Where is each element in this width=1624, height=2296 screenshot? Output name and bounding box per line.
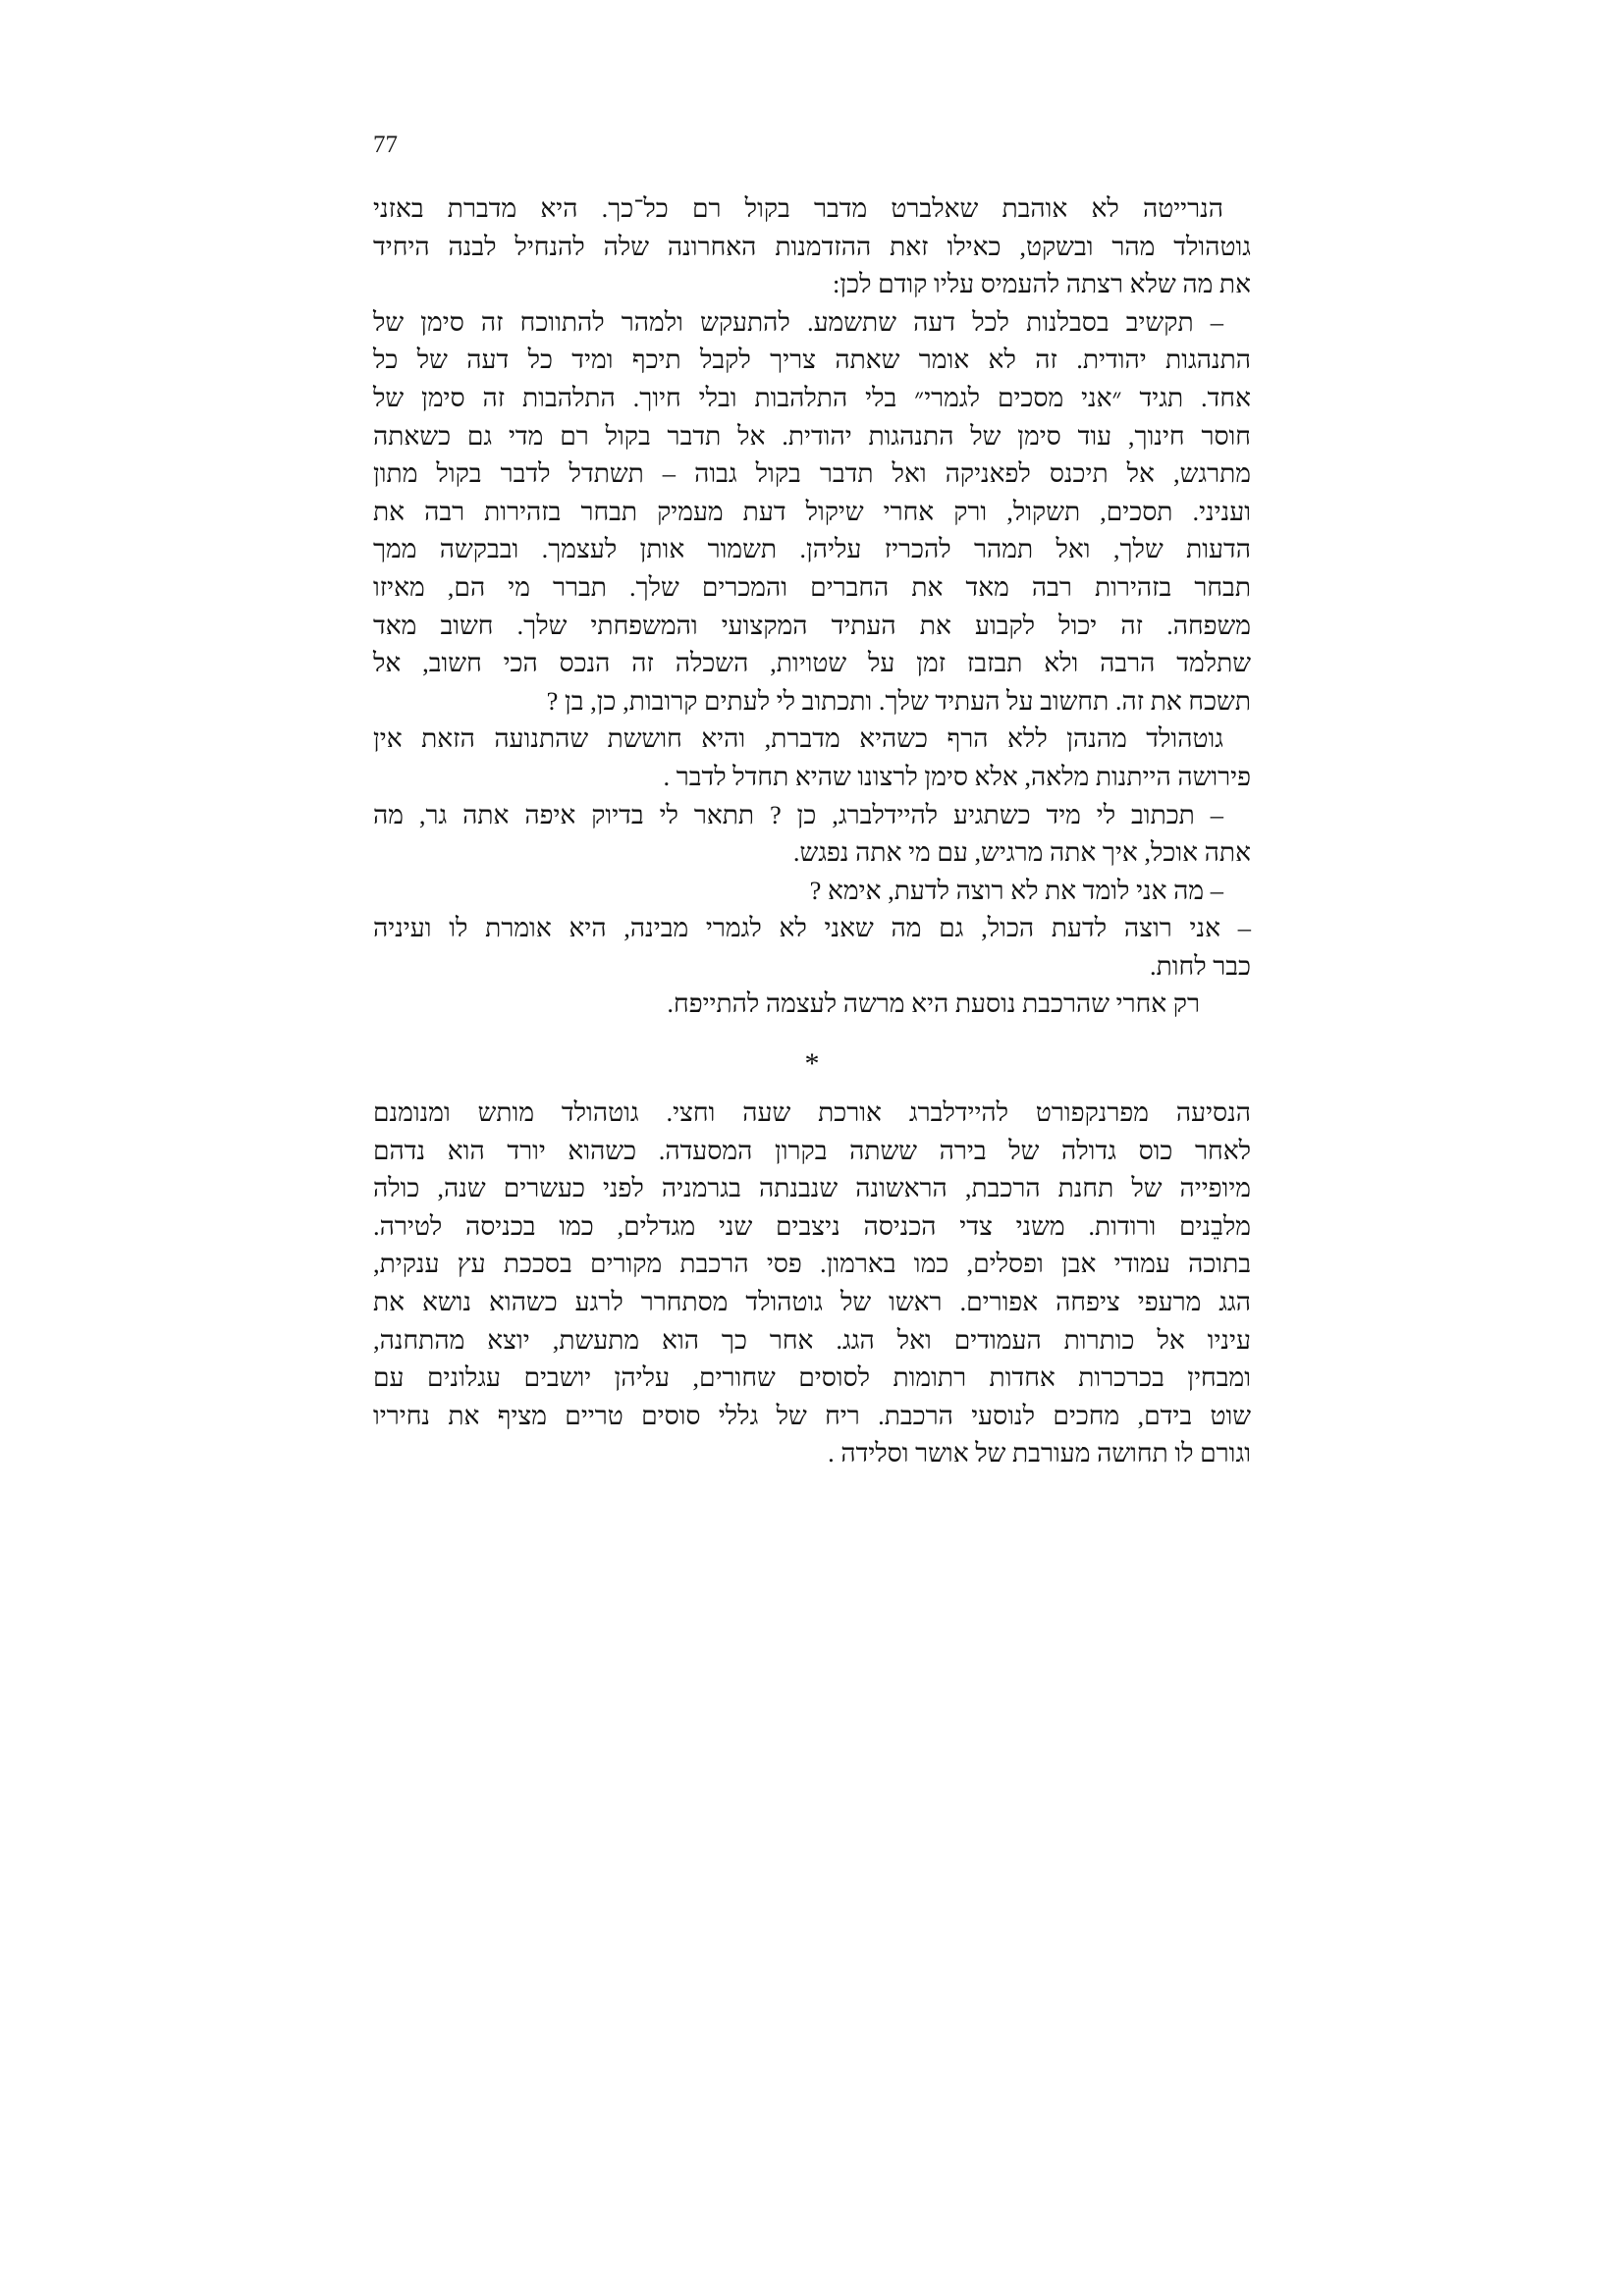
text-line: רק אחרי שהרכבת נוסעת היא מרשה לעצמה להתייפח. [667, 988, 1200, 1019]
text-line: – תכתוב לי מיד כשתגיע להיידלברג, כן ? תתאר לי בדיוק איפה אתה גר, מה [373, 799, 1223, 829]
text-line: – תקשיב בסבלנות לכל דעה שתשמע. להתעקש ולמהר להתווכח זה סימן של [373, 306, 1223, 337]
text-line: לאחר כוס גדולה של בירה ששתה בקרון המסעדה. כשהוא יורד הוא נדהם [373, 1135, 1251, 1165]
text-line: מלבֵנים ורודות. משני צדי הכניסה ניצבים שני מגדלים, כמו בכניסה לטירה. [373, 1210, 1251, 1241]
text-line: – אני רוצה לדעת הכול, גם מה שאני לא לגמרי מבינה, היא אומרת לו ועיניה [373, 913, 1251, 943]
text-line: אתה אוכל, איך אתה מרגיש, עם מי אתה נפגש. [792, 837, 1251, 868]
paragraph [373, 909, 1251, 985]
text-line: חוסר חינוך, עוד סימן של התנהגות יהודית. אל תדבר בקול רם מדי גם כשאתה [373, 420, 1251, 451]
text-line: בתוכה עמודי אבן ופסלים, כמו בארמון. פסי הרכבת מקורים בסככת עץ ענקית, [373, 1249, 1251, 1279]
text-line: ומבחין בכרכרות אחדות רתומות לסוסים שחורים, עליהן יושבים עגלונים עם [373, 1362, 1251, 1393]
text-line: ועניני. תסכים, תשקול, ורק אחרי שיקול דעת מעמיק תבחר בזהירות רבה את [373, 496, 1251, 526]
page-body [373, 189, 1251, 1472]
section-separator: * [804, 1047, 820, 1081]
text-line: מיופייה של תחנת הרכבת, הראשונה שנבנתה בגרמניה לפני כעשרים שנה, כולה [373, 1173, 1251, 1203]
text-line: – מה אני לומד את לא רוצה לדעת, אימא ? [809, 875, 1223, 905]
text-line: הנרייטה לא אוהבת שאלברט מדבר בקול רם כל־כך. היא מדברת באזני [373, 193, 1223, 223]
text-line: וגורם לו תחושה מעורבת של אושר וסלידה . [828, 1438, 1251, 1468]
paragraph [373, 720, 1251, 795]
paragraph [373, 796, 1251, 872]
text-line: הנסיעה מפרנקפורט להיידלברג אורכת שעה וחצי. גוטהולד מותש ומנומנם [373, 1097, 1251, 1128]
text-line: גוטהולד מהנהן ללא הרף כשהיא מדברת, והיא חוששת שהתנועה הזאת אין [373, 723, 1223, 754]
text-line: שתלמד הרבה ולא תבזבז זמן על שטויות, השכלה זה הנכס הכי חשוב, אל [373, 648, 1251, 678]
text-line: עיניו אל כותרות העמודים ואל הגג. אחר כך הוא מתעשת, יוצא מהתחנה, [373, 1324, 1251, 1355]
text-line: תבחר בזהירות רבה מאד את החברים והמכרים שלך. תברר מי הם, מאיזו [373, 571, 1251, 602]
text-line: משפחה. זה יכול לקבוע את העתיד המקצועי והמשפחתי שלך. חשוב מאד [373, 610, 1251, 640]
text-line: כבר לחות. [1149, 950, 1251, 981]
page-number: 77 [373, 132, 398, 158]
text-line: תשכח את זה. תחשוב על העתיד שלך. ותכתוב לי לעתים קרובות, כן, בן ? [546, 685, 1251, 716]
text-line: מתרגש, אל תיכנס לפאניקה ואל תדבר בקול גבוה – תשתדל לדבר בקול מתון [373, 458, 1251, 489]
text-line: אחד. תגיד ״אני מסכים לגמרי״ בלי התלהבות ובלי חיוך. התלהבות זה סימן של [373, 382, 1251, 412]
paragraph [373, 303, 1251, 721]
text-line: התנהגות יהודית. זה לא אומר שאתה צריך לקבל תיכף ומיד כל דעה של כל [373, 345, 1251, 375]
paragraph [373, 189, 1251, 303]
paragraph [373, 985, 1251, 1023]
paragraph [373, 1094, 1251, 1472]
text-line: שוט בידם, מחכים לנוסעי הרכבת. ריח של גללי סוסים טריים מציף את נחיריו [373, 1400, 1251, 1430]
text-line: את מה שלא רצתה להעמיס עליו קודם לכן: [833, 269, 1251, 299]
text-line: הדעות שלך, ואל תמהר להכריז עליהן. תשמור אותן לעצמך. ובבקשה ממך [373, 534, 1251, 564]
text-line: פירושה הייתנות מלאה, אלא סימן לרצונו שהיא תחדל לדבר . [663, 761, 1251, 791]
text-line: גוטהולד מהר ובשקט, כאילו זאת ההזדמנות האחרונה שלה להנחיל לבנה היחיד [373, 231, 1251, 261]
paragraph [373, 872, 1251, 910]
text-line: הגג מרעפי ציפחה אפורים. ראשו של גוטהולד מסתחרר לרגע כשהוא נושא את [373, 1287, 1251, 1317]
